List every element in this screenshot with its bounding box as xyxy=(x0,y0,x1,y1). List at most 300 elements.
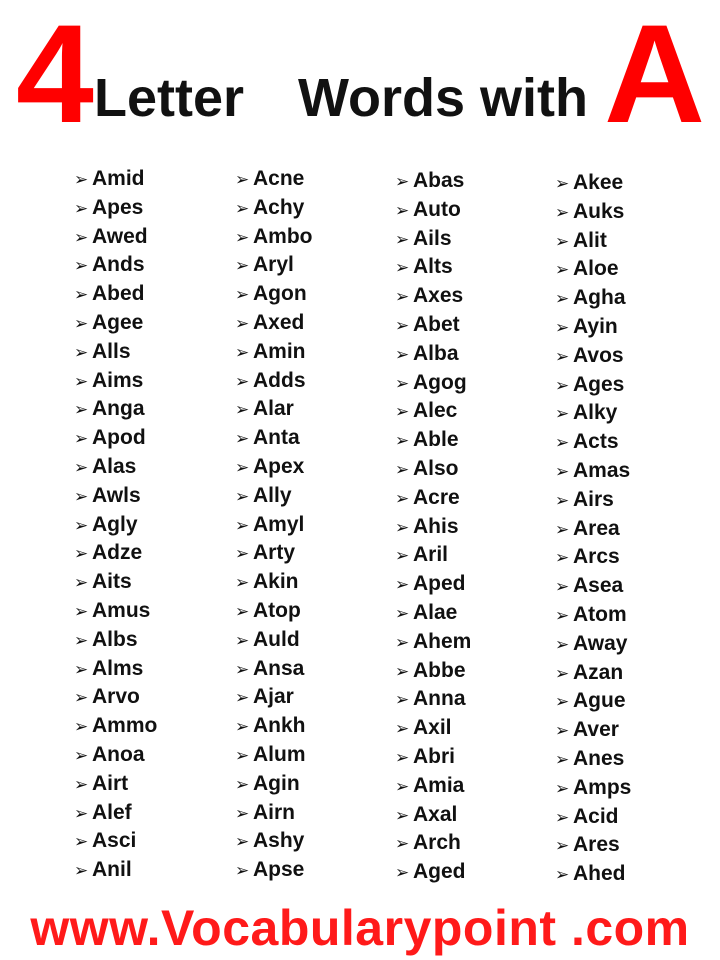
arrow-bullet-icon: ➢ xyxy=(395,603,410,623)
word-text: Alum xyxy=(253,742,306,766)
word-text: Alms xyxy=(92,656,144,680)
word-list-item xyxy=(74,338,157,367)
word-list-item xyxy=(235,856,313,885)
word-text: Arvo xyxy=(92,685,140,709)
arrow-bullet-icon: ➢ xyxy=(74,342,89,362)
arrow-bullet-icon: ➢ xyxy=(74,400,89,420)
word-list-item xyxy=(555,515,631,544)
arrow-bullet-icon: ➢ xyxy=(74,832,89,852)
word-text: Area xyxy=(573,516,620,540)
arrow-bullet-icon: ➢ xyxy=(235,400,250,420)
word-text: Ansa xyxy=(253,656,305,680)
word-list-item xyxy=(555,255,631,284)
word-text: Ahem xyxy=(413,629,472,653)
arrow-bullet-icon: ➢ xyxy=(555,317,570,337)
arrow-bullet-icon: ➢ xyxy=(74,774,89,794)
page-title xyxy=(0,0,720,150)
arrow-bullet-icon: ➢ xyxy=(395,344,410,364)
word-list-item xyxy=(235,395,313,424)
word-list-item xyxy=(74,511,157,540)
arrow-bullet-icon: ➢ xyxy=(74,601,89,621)
word-list-item xyxy=(395,513,471,542)
word-text: Aloe xyxy=(573,257,619,281)
arrow-bullet-icon: ➢ xyxy=(395,747,410,767)
arrow-bullet-icon: ➢ xyxy=(555,346,570,366)
arrow-bullet-icon: ➢ xyxy=(74,313,89,333)
word-text: Able xyxy=(413,428,459,452)
word-text: Abbe xyxy=(413,658,466,682)
word-text: Acre xyxy=(413,485,460,509)
arrow-bullet-icon: ➢ xyxy=(395,315,410,335)
word-text: Arch xyxy=(413,831,461,855)
arrow-bullet-icon: ➢ xyxy=(74,515,89,535)
word-text: Adds xyxy=(253,368,306,392)
word-text: Ankh xyxy=(253,714,306,738)
word-list-item xyxy=(74,539,157,568)
word-text: Auto xyxy=(413,197,461,221)
word-text: Aged xyxy=(413,860,466,884)
word-list-item xyxy=(235,712,313,741)
arrow-bullet-icon: ➢ xyxy=(74,371,89,391)
word-text: Aims xyxy=(92,368,144,392)
word-text: Agog xyxy=(413,370,467,394)
word-list-item xyxy=(235,424,313,453)
word-list-item xyxy=(395,340,471,369)
arrow-bullet-icon: ➢ xyxy=(235,601,250,621)
word-text: Anga xyxy=(92,397,145,421)
word-list-item xyxy=(74,424,157,453)
arrow-bullet-icon: ➢ xyxy=(555,202,570,222)
word-list-item xyxy=(395,311,471,340)
arrow-bullet-icon: ➢ xyxy=(235,745,250,765)
arrow-bullet-icon: ➢ xyxy=(395,834,410,854)
arrow-bullet-icon: ➢ xyxy=(235,630,250,650)
word-list-item xyxy=(74,799,157,828)
word-column-2 xyxy=(235,165,313,885)
arrow-bullet-icon: ➢ xyxy=(555,836,570,856)
word-list-item xyxy=(74,367,157,396)
word-text: Apse xyxy=(253,858,305,882)
arrow-bullet-icon: ➢ xyxy=(395,776,410,796)
arrow-bullet-icon: ➢ xyxy=(235,285,250,305)
word-list-item xyxy=(235,338,313,367)
word-list-item xyxy=(235,511,313,540)
arrow-bullet-icon: ➢ xyxy=(555,663,570,683)
word-list-item xyxy=(555,169,631,198)
word-list-item xyxy=(235,597,313,626)
arrow-bullet-icon: ➢ xyxy=(555,865,570,885)
arrow-bullet-icon: ➢ xyxy=(74,659,89,679)
arrow-bullet-icon: ➢ xyxy=(235,457,250,477)
word-list-item xyxy=(235,280,313,309)
word-text: Auld xyxy=(253,627,300,651)
arrow-bullet-icon: ➢ xyxy=(555,634,570,654)
word-text: Amas xyxy=(573,458,631,482)
word-list-item xyxy=(555,428,631,457)
word-text: Agha xyxy=(573,286,626,310)
word-text: Ajar xyxy=(253,685,294,709)
word-text: Abri xyxy=(413,744,455,768)
word-list-item xyxy=(74,194,157,223)
arrow-bullet-icon: ➢ xyxy=(74,457,89,477)
word-text: Amus xyxy=(92,598,151,622)
arrow-bullet-icon: ➢ xyxy=(74,861,89,881)
arrow-bullet-icon: ➢ xyxy=(74,745,89,765)
word-list-item xyxy=(235,568,313,597)
word-text: Aryl xyxy=(253,253,294,277)
arrow-bullet-icon: ➢ xyxy=(235,803,250,823)
title-text-words-with: Words with xyxy=(298,68,588,128)
arrow-bullet-icon: ➢ xyxy=(235,544,250,564)
arrow-bullet-icon: ➢ xyxy=(395,690,410,710)
word-list-item xyxy=(555,716,631,745)
arrow-bullet-icon: ➢ xyxy=(235,313,250,333)
word-list-item xyxy=(555,227,631,256)
word-text: Alky xyxy=(573,401,618,425)
word-list-item xyxy=(235,309,313,338)
arrow-bullet-icon: ➢ xyxy=(235,342,250,362)
word-list-item xyxy=(235,799,313,828)
word-text: Akee xyxy=(573,171,624,194)
arrow-bullet-icon: ➢ xyxy=(235,832,250,852)
word-text: Airt xyxy=(92,771,129,795)
word-list-item xyxy=(395,541,471,570)
word-list-item xyxy=(74,223,157,252)
word-list-item xyxy=(555,687,631,716)
word-text: Agon xyxy=(253,282,307,306)
word-list-item xyxy=(235,683,313,712)
word-text: Alar xyxy=(253,397,294,421)
arrow-bullet-icon: ➢ xyxy=(395,172,410,191)
word-text: Acts xyxy=(573,430,619,454)
word-list-item xyxy=(74,251,157,280)
arrow-bullet-icon: ➢ xyxy=(74,544,89,564)
arrow-bullet-icon: ➢ xyxy=(555,605,570,625)
word-list-item xyxy=(395,714,471,743)
word-text: Ambo xyxy=(253,224,313,248)
word-text: Apes xyxy=(92,195,144,219)
word-list-item xyxy=(555,659,631,688)
word-text: Atop xyxy=(253,598,301,622)
word-text: Ares xyxy=(573,833,620,857)
arrow-bullet-icon: ➢ xyxy=(235,659,250,679)
word-text: Abet xyxy=(413,312,460,336)
arrow-bullet-icon: ➢ xyxy=(395,229,410,249)
word-list-item xyxy=(395,455,471,484)
word-list-item xyxy=(555,860,631,889)
word-text: Axes xyxy=(413,284,464,308)
word-list-item xyxy=(74,597,157,626)
title-letter: A xyxy=(604,0,706,152)
arrow-bullet-icon: ➢ xyxy=(74,486,89,506)
arrow-bullet-icon: ➢ xyxy=(235,198,250,218)
word-text: Anoa xyxy=(92,742,145,766)
word-list-item xyxy=(74,655,157,684)
word-list-item xyxy=(555,457,631,486)
word-list-item xyxy=(74,856,157,885)
arrow-bullet-icon: ➢ xyxy=(235,861,250,881)
arrow-bullet-icon: ➢ xyxy=(395,258,410,278)
word-text: Anta xyxy=(253,426,300,450)
word-list-item xyxy=(235,770,313,799)
word-text: Albs xyxy=(92,627,138,651)
arrow-bullet-icon: ➢ xyxy=(555,721,570,741)
word-list-item xyxy=(395,772,471,801)
word-text: Ands xyxy=(92,253,145,277)
word-column-4 xyxy=(555,169,631,889)
word-text: Awed xyxy=(92,224,148,248)
word-list-item xyxy=(555,572,631,601)
arrow-bullet-icon: ➢ xyxy=(235,717,250,737)
word-list-item xyxy=(74,453,157,482)
word-text: Also xyxy=(413,456,459,480)
word-list-item xyxy=(395,484,471,513)
word-list-item xyxy=(395,426,471,455)
word-list-item xyxy=(395,599,471,628)
arrow-bullet-icon: ➢ xyxy=(235,486,250,506)
word-text: Ague xyxy=(573,689,626,713)
word-text: Asci xyxy=(92,829,137,853)
word-list-item xyxy=(74,741,157,770)
arrow-bullet-icon: ➢ xyxy=(395,575,410,595)
arrow-bullet-icon: ➢ xyxy=(235,256,250,276)
word-list-item xyxy=(555,630,631,659)
word-text: Anil xyxy=(92,858,132,882)
arrow-bullet-icon: ➢ xyxy=(555,692,570,712)
arrow-bullet-icon: ➢ xyxy=(74,285,89,305)
word-list-item xyxy=(395,829,471,858)
arrow-bullet-icon: ➢ xyxy=(555,778,570,798)
arrow-bullet-icon: ➢ xyxy=(235,371,250,391)
word-list-item xyxy=(235,482,313,511)
arrow-bullet-icon: ➢ xyxy=(235,170,250,189)
word-text: Axal xyxy=(413,802,458,826)
arrow-bullet-icon: ➢ xyxy=(74,688,89,708)
word-text: Anes xyxy=(573,746,625,770)
word-list-item xyxy=(555,543,631,572)
word-list-item xyxy=(555,198,631,227)
word-text: Aril xyxy=(413,543,449,567)
word-text: Alls xyxy=(92,339,131,363)
word-text: Apex xyxy=(253,454,305,478)
arrow-bullet-icon: ➢ xyxy=(74,717,89,737)
word-list-item xyxy=(395,253,471,282)
word-text: Alef xyxy=(92,800,132,824)
word-list-item xyxy=(74,395,157,424)
arrow-bullet-icon: ➢ xyxy=(395,546,410,566)
word-list-item xyxy=(235,251,313,280)
word-text: Alts xyxy=(413,255,453,279)
arrow-bullet-icon: ➢ xyxy=(235,688,250,708)
word-list-item xyxy=(74,770,157,799)
word-text: Amin xyxy=(253,339,306,363)
word-list-item xyxy=(74,683,157,712)
arrow-bullet-icon: ➢ xyxy=(395,661,410,681)
arrow-bullet-icon: ➢ xyxy=(395,805,410,825)
word-list-item xyxy=(395,858,471,887)
arrow-bullet-icon: ➢ xyxy=(395,632,410,652)
word-text: Ahis xyxy=(413,514,459,538)
word-text: Ages xyxy=(573,372,625,396)
word-column-1 xyxy=(74,165,157,885)
word-list-item xyxy=(74,482,157,511)
arrow-bullet-icon: ➢ xyxy=(235,515,250,535)
word-list-item xyxy=(395,657,471,686)
word-list-item xyxy=(555,342,631,371)
word-list-item xyxy=(395,282,471,311)
word-list-item xyxy=(235,741,313,770)
word-list-item xyxy=(395,685,471,714)
word-text: Airn xyxy=(253,800,295,824)
arrow-bullet-icon: ➢ xyxy=(555,490,570,510)
word-text: Amid xyxy=(92,167,145,190)
word-text: Anna xyxy=(413,687,466,711)
word-list-item xyxy=(555,371,631,400)
word-list-item xyxy=(395,628,471,657)
arrow-bullet-icon: ➢ xyxy=(74,429,89,449)
word-text: Alas xyxy=(92,454,137,478)
word-column-3 xyxy=(395,167,471,887)
word-list-item xyxy=(235,165,313,194)
word-text: Alba xyxy=(413,341,459,365)
word-list-item xyxy=(555,831,631,860)
word-text: Apod xyxy=(92,426,146,450)
word-list-item xyxy=(555,284,631,313)
title-text-letter: Letter xyxy=(94,68,245,128)
word-text: Airs xyxy=(573,487,614,511)
word-text: Agly xyxy=(92,512,138,536)
arrow-bullet-icon: ➢ xyxy=(395,488,410,508)
arrow-bullet-icon: ➢ xyxy=(395,459,410,479)
word-text: Axil xyxy=(413,716,452,740)
word-list-item xyxy=(395,369,471,398)
arrow-bullet-icon: ➢ xyxy=(555,519,570,539)
word-text: Acne xyxy=(253,167,305,190)
word-text: Amia xyxy=(413,773,465,797)
arrow-bullet-icon: ➢ xyxy=(74,227,89,247)
word-text: Ashy xyxy=(253,829,305,853)
word-text: Alec xyxy=(413,399,458,423)
word-list-item xyxy=(74,626,157,655)
arrow-bullet-icon: ➢ xyxy=(555,404,570,424)
word-list-item xyxy=(235,453,313,482)
word-list-item xyxy=(235,539,313,568)
word-text: Ails xyxy=(413,226,452,250)
word-list-item xyxy=(395,397,471,426)
word-list-item xyxy=(555,399,631,428)
word-text: Acid xyxy=(573,804,619,828)
word-list-item xyxy=(555,313,631,342)
word-text: Ammo xyxy=(92,714,158,738)
word-text: Akin xyxy=(253,570,299,594)
word-list-item xyxy=(235,194,313,223)
word-list-item xyxy=(74,712,157,741)
arrow-bullet-icon: ➢ xyxy=(555,548,570,568)
word-list-item xyxy=(235,655,313,684)
arrow-bullet-icon: ➢ xyxy=(74,803,89,823)
arrow-bullet-icon: ➢ xyxy=(74,170,89,189)
arrow-bullet-icon: ➢ xyxy=(395,719,410,739)
word-list-item xyxy=(555,486,631,515)
arrow-bullet-icon: ➢ xyxy=(555,461,570,481)
word-text: Abas xyxy=(413,169,465,192)
arrow-bullet-icon: ➢ xyxy=(395,863,410,883)
word-text: Ayin xyxy=(573,314,618,338)
word-list-item xyxy=(74,568,157,597)
arrow-bullet-icon: ➢ xyxy=(395,517,410,537)
word-text: Aits xyxy=(92,570,132,594)
word-text: Alit xyxy=(573,228,607,252)
arrow-bullet-icon: ➢ xyxy=(235,227,250,247)
word-list-item xyxy=(74,309,157,338)
word-list-item xyxy=(395,570,471,599)
word-text: Alae xyxy=(413,600,458,624)
word-text: Away xyxy=(573,631,628,655)
word-list-item xyxy=(74,165,157,194)
word-list-item xyxy=(395,801,471,830)
word-list-item xyxy=(395,196,471,225)
word-text: Arcs xyxy=(573,545,620,569)
word-list-item xyxy=(555,601,631,630)
word-text: Asea xyxy=(573,574,624,598)
arrow-bullet-icon: ➢ xyxy=(395,402,410,422)
arrow-bullet-icon: ➢ xyxy=(74,198,89,218)
arrow-bullet-icon: ➢ xyxy=(74,573,89,593)
word-text: Aped xyxy=(413,572,466,596)
arrow-bullet-icon: ➢ xyxy=(74,630,89,650)
arrow-bullet-icon: ➢ xyxy=(555,231,570,251)
word-text: Amyl xyxy=(253,512,305,536)
arrow-bullet-icon: ➢ xyxy=(235,774,250,794)
word-list-item xyxy=(395,167,471,196)
word-text: Agee xyxy=(92,310,144,334)
word-text: Amps xyxy=(573,775,632,799)
word-text: Awls xyxy=(92,483,141,507)
word-text: Azan xyxy=(573,660,624,684)
word-list-item xyxy=(555,745,631,774)
word-text: Axed xyxy=(253,310,305,334)
word-text: Achy xyxy=(253,195,305,219)
word-text: Ahed xyxy=(573,862,626,886)
word-text: Adze xyxy=(92,541,143,565)
arrow-bullet-icon: ➢ xyxy=(555,749,570,769)
word-text: Abed xyxy=(92,282,145,306)
arrow-bullet-icon: ➢ xyxy=(395,287,410,307)
arrow-bullet-icon: ➢ xyxy=(555,577,570,597)
arrow-bullet-icon: ➢ xyxy=(555,433,570,453)
word-list-item xyxy=(395,743,471,772)
word-text: Arty xyxy=(253,541,296,565)
arrow-bullet-icon: ➢ xyxy=(555,174,570,193)
word-text: Auks xyxy=(573,199,625,223)
word-list-item xyxy=(395,225,471,254)
word-list-item xyxy=(555,774,631,803)
word-list-item xyxy=(74,827,157,856)
arrow-bullet-icon: ➢ xyxy=(555,289,570,309)
arrow-bullet-icon: ➢ xyxy=(555,375,570,395)
word-text: Ally xyxy=(253,483,292,507)
arrow-bullet-icon: ➢ xyxy=(74,256,89,276)
word-text: Avos xyxy=(573,343,624,367)
word-text: Agin xyxy=(253,771,300,795)
website-footer: www.Vocabularypoint .com xyxy=(30,900,690,956)
word-list-item xyxy=(235,827,313,856)
word-list-item xyxy=(235,367,313,396)
arrow-bullet-icon: ➢ xyxy=(395,373,410,393)
word-text: Atom xyxy=(573,602,627,626)
word-list-item xyxy=(235,223,313,252)
arrow-bullet-icon: ➢ xyxy=(555,260,570,280)
